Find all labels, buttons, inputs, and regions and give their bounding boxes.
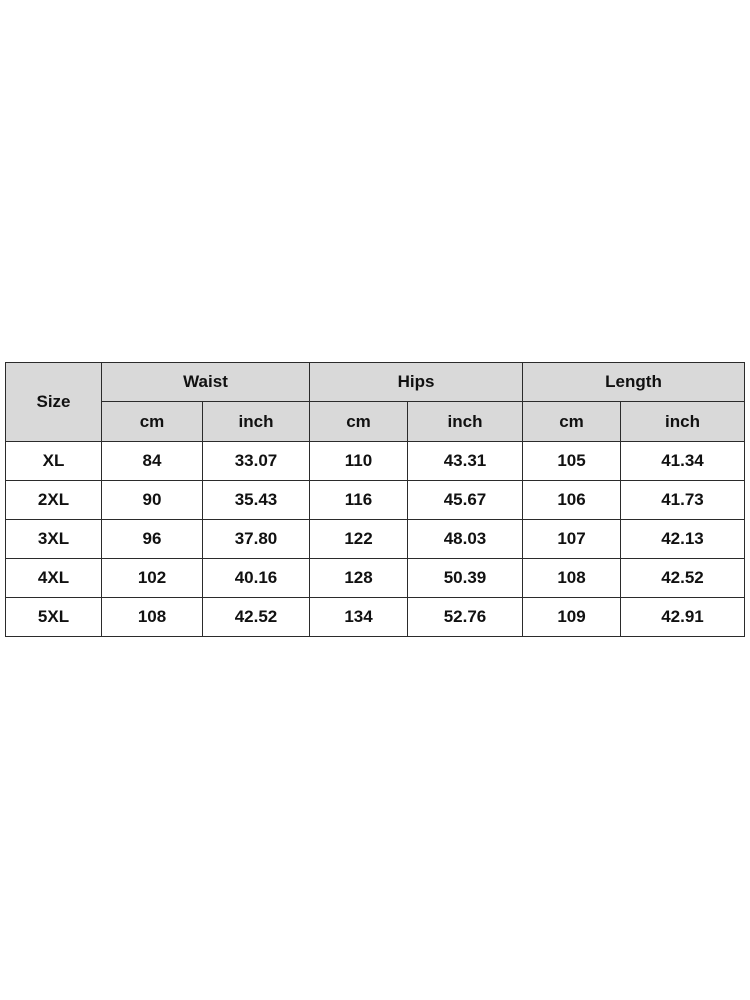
header-unit-waist-cm: cm — [102, 402, 203, 442]
size-cell: 2XL — [6, 481, 102, 520]
waist-inch-cell: 40.16 — [203, 559, 310, 598]
header-waist: Waist — [102, 363, 310, 402]
hips-inch-cell: 52.76 — [408, 598, 523, 637]
waist-cm-cell: 96 — [102, 520, 203, 559]
size-chart-table — [5, 362, 745, 637]
length-cm-cell: 105 — [523, 442, 621, 481]
size-cell: 4XL — [6, 559, 102, 598]
hips-cm-cell: 134 — [310, 598, 408, 637]
hips-inch-cell: 45.67 — [408, 481, 523, 520]
waist-inch-cell: 37.80 — [203, 520, 310, 559]
header-unit-hips-cm: cm — [310, 402, 408, 442]
table-row — [6, 442, 745, 481]
length-cm-cell: 109 — [523, 598, 621, 637]
header-unit-length-inch: inch — [621, 402, 745, 442]
length-inch-cell: 42.13 — [621, 520, 745, 559]
waist-cm-cell: 84 — [102, 442, 203, 481]
header-unit-hips-inch: inch — [408, 402, 523, 442]
header-row-groups — [6, 363, 745, 402]
length-inch-cell: 42.91 — [621, 598, 745, 637]
header-hips: Hips — [310, 363, 523, 402]
table-row — [6, 559, 745, 598]
waist-inch-cell: 33.07 — [203, 442, 310, 481]
hips-cm-cell: 116 — [310, 481, 408, 520]
hips-inch-cell: 48.03 — [408, 520, 523, 559]
header-size: Size — [6, 363, 102, 442]
waist-cm-cell: 90 — [102, 481, 203, 520]
length-inch-cell: 41.73 — [621, 481, 745, 520]
waist-inch-cell: 42.52 — [203, 598, 310, 637]
length-inch-cell: 41.34 — [621, 442, 745, 481]
waist-inch-cell: 35.43 — [203, 481, 310, 520]
hips-cm-cell: 128 — [310, 559, 408, 598]
hips-inch-cell: 43.31 — [408, 442, 523, 481]
length-cm-cell: 107 — [523, 520, 621, 559]
length-inch-cell: 42.52 — [621, 559, 745, 598]
waist-cm-cell: 108 — [102, 598, 203, 637]
length-cm-cell: 106 — [523, 481, 621, 520]
size-cell: 5XL — [6, 598, 102, 637]
header-unit-waist-inch: inch — [203, 402, 310, 442]
header-row-units — [6, 402, 745, 442]
header-length: Length — [523, 363, 745, 402]
header-unit-length-cm: cm — [523, 402, 621, 442]
length-cm-cell: 108 — [523, 559, 621, 598]
waist-cm-cell: 102 — [102, 559, 203, 598]
hips-inch-cell: 50.39 — [408, 559, 523, 598]
table-row — [6, 481, 745, 520]
table-row — [6, 598, 745, 637]
table-row — [6, 520, 745, 559]
size-cell: XL — [6, 442, 102, 481]
hips-cm-cell: 110 — [310, 442, 408, 481]
size-cell: 3XL — [6, 520, 102, 559]
hips-cm-cell: 122 — [310, 520, 408, 559]
